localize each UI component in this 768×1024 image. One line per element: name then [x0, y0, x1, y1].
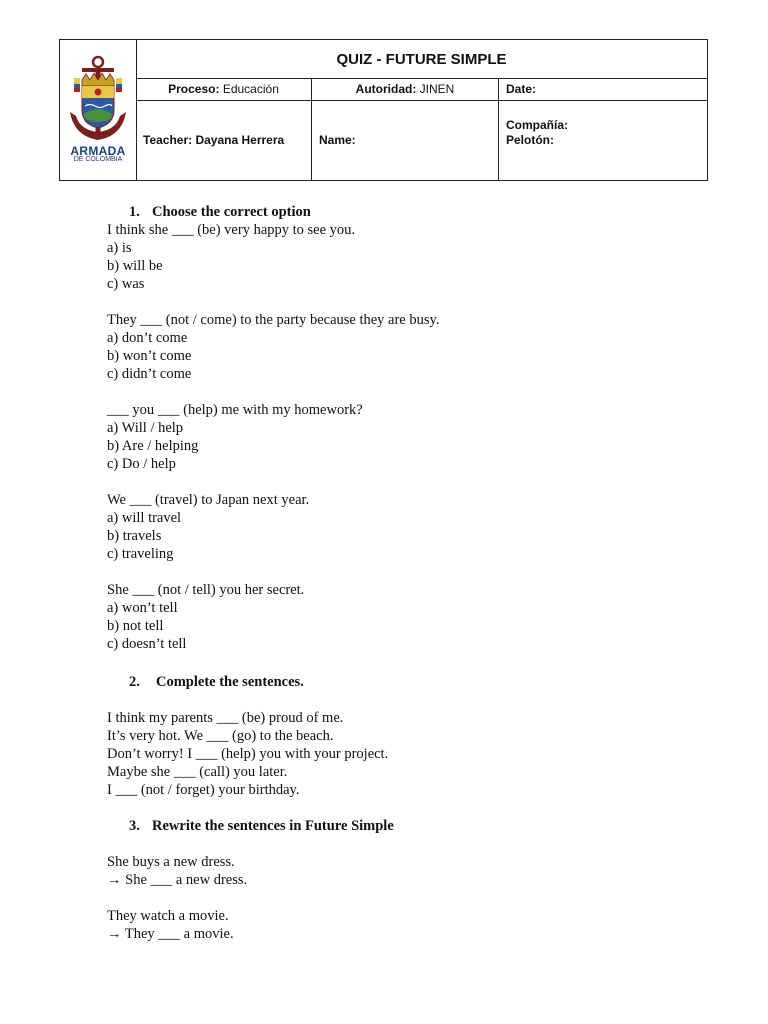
sentence-item: I think my parents ___ (be) proud of me.	[107, 710, 344, 726]
option-b: b) won’t come	[107, 348, 192, 364]
section-1-heading	[107, 203, 707, 221]
header-row-metadata	[136, 78, 707, 101]
rewrite-sentence: → She ___ a new dress.	[107, 872, 248, 888]
section-3-title: Rewrite the sentences in Future Simple	[152, 818, 394, 834]
option-a: a) Will / help	[107, 420, 184, 436]
question-prompt: They ___ (not / come) to the party because they are busy.	[107, 312, 440, 328]
rewrite-item-2	[107, 907, 707, 943]
option-a: a) won’t tell	[107, 600, 178, 616]
option-b: b) will be	[107, 258, 163, 274]
option-c: c) traveling	[107, 546, 174, 562]
teacher-cell	[136, 100, 312, 180]
autoridad-cell	[312, 78, 499, 100]
question-prompt: We ___ (travel) to Japan next year.	[107, 492, 310, 508]
option-c: c) Do / help	[107, 456, 176, 472]
name-cell	[312, 100, 499, 180]
header-row-people	[136, 100, 707, 180]
proceso-label: Proceso:	[168, 82, 220, 96]
option-c: c) doesn’t tell	[107, 636, 187, 652]
question-prompt: She ___ (not / tell) you her secret.	[107, 582, 305, 598]
original-sentence: She buys a new dress.	[107, 854, 235, 870]
peloton-label: Pelotón:	[506, 133, 554, 147]
original-sentence: They watch a movie.	[107, 908, 229, 924]
question-4	[107, 491, 707, 563]
quiz-body	[107, 203, 707, 943]
unit-cell	[499, 100, 707, 180]
option-a: a) is	[107, 240, 132, 256]
sentence-item: Don’t worry! I ___ (help) you with your project.	[107, 746, 389, 762]
sentence-item: It’s very hot. We ___ (go) to the beach.	[107, 728, 334, 744]
section-2-number: 2.	[129, 674, 140, 690]
autoridad-label: Autoridad:	[355, 82, 417, 96]
autoridad-value: JINEN	[419, 82, 455, 96]
compania-label: Compañía:	[506, 118, 569, 132]
question-prompt: I think she ___ (be) very happy to see you.	[107, 222, 356, 238]
option-b: b) Are / helping	[107, 438, 199, 454]
question-3	[107, 401, 707, 473]
document-header	[59, 39, 708, 181]
option-a: a) will travel	[107, 510, 182, 526]
option-a: a) don’t come	[107, 330, 188, 346]
proceso-cell	[136, 78, 312, 100]
logo-text-armada: ARMADA	[70, 144, 126, 158]
proceso-value: Educación	[222, 82, 279, 96]
section-1-title: Choose the correct option	[152, 204, 311, 220]
question-prompt: ___ you ___ (help) me with my homework?	[107, 402, 363, 418]
teacher-label: Teacher: Dayana Herrera	[143, 133, 285, 147]
option-c: c) didn’t come	[107, 366, 192, 382]
option-b: b) not tell	[107, 618, 164, 634]
question-2	[107, 311, 707, 383]
name-label: Name:	[319, 133, 356, 147]
option-b: b) travels	[107, 528, 162, 544]
document-title: QUIZ - FUTURE SIMPLE	[136, 40, 707, 79]
section-1-number: 1.	[129, 204, 140, 220]
option-c: c) was	[107, 276, 145, 292]
section-2-title: Complete the sentences.	[156, 674, 304, 690]
sentences-list	[107, 709, 707, 799]
date-cell	[499, 78, 707, 100]
sentence-item: Maybe she ___ (call) you later.	[107, 764, 288, 780]
section-2-heading	[107, 673, 707, 691]
logo-cell	[60, 40, 137, 180]
navy-emblem-logo	[60, 40, 136, 144]
sentence-item: I ___ (not / forget) your birthday.	[107, 782, 300, 798]
question-1	[107, 221, 707, 293]
rewrite-item-1	[107, 853, 707, 889]
rewrite-sentence: → They ___ a movie.	[107, 926, 234, 942]
logo-text-colombia: DE COLOMBIA	[73, 156, 123, 163]
section-3-number: 3.	[129, 818, 140, 834]
date-label: Date:	[506, 82, 537, 96]
question-5	[107, 581, 707, 653]
section-3-heading	[107, 817, 707, 835]
